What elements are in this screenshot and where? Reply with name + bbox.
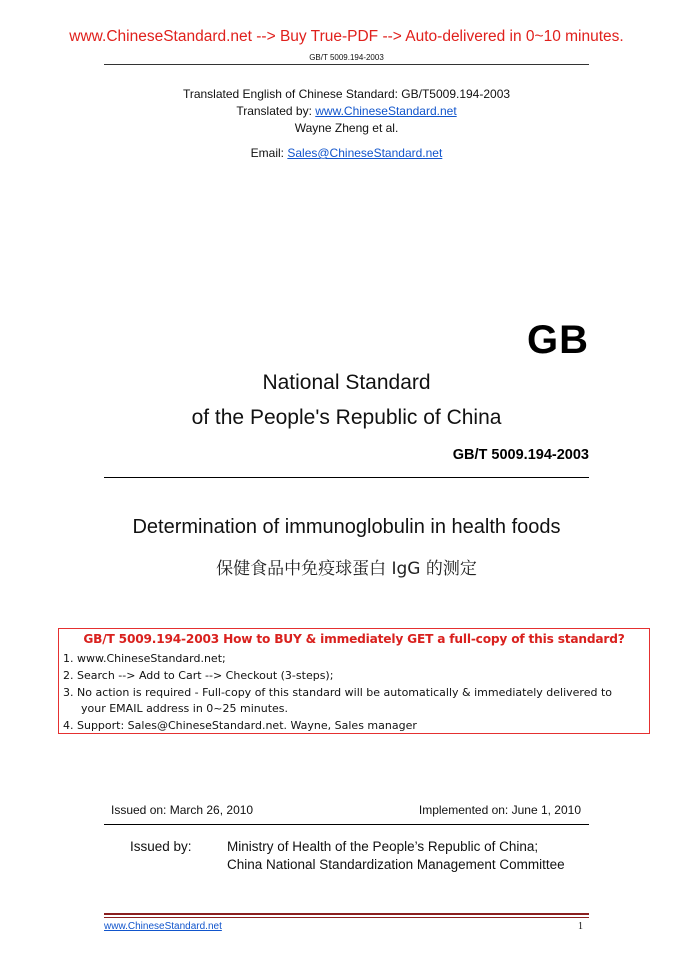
standard-code: GB/T 5009.194-2003 (452, 447, 589, 463)
promo-banner[interactable]: www.ChineseStandard.net --> Buy True-PDF --> Auto-delivered in 0~10 minutes. (69, 28, 624, 45)
page-number: 1 (578, 921, 583, 932)
gb-mark: GB (527, 318, 589, 362)
footer-site-link[interactable]: www.ChineseStandard.net (104, 921, 222, 932)
purchase-info-box (58, 628, 650, 734)
email-label: Email: (250, 146, 288, 160)
footer-rule (104, 913, 589, 915)
dates-divider (104, 824, 589, 825)
translator-site-link[interactable]: www.ChineseStandard.net (315, 104, 457, 118)
title-divider (104, 477, 589, 478)
translated-by-label: Translated by: (236, 104, 316, 118)
purchase-steps-list (63, 651, 612, 735)
issuer-ministry: Ministry of Health of the People’s Republic of China; (227, 839, 539, 854)
document-title-chinese: 保健食品中免疫球蛋白 IgG 的测定 (216, 559, 477, 579)
purchase-step: 4. Support: Sales@ChineseStandard.net. Wayne, Sales manager (63, 719, 417, 733)
purchase-step-continuation: your EMAIL address in 0~25 minutes. (81, 702, 289, 716)
issuer-committee: China National Standardization Management Committee (227, 857, 565, 872)
standard-title-line2: of the People's Republic of China (191, 406, 502, 429)
document-title: Determination of immunoglobulin in health foods (132, 516, 561, 538)
footer-rule-thin (104, 917, 589, 918)
purchase-step: 3. No action is required - Full-copy of this standard will be automatically & immediately delivered to (63, 685, 613, 699)
email-line (0, 145, 693, 162)
issued-by-label: Issued by: (130, 839, 192, 854)
purchase-box-title: GB/T 5009.194-2003 How to BUY & immediately GET a full-copy of this standard? (83, 632, 625, 646)
purchase-step: 2. Search --> Add to Cart --> Checkout (3-steps); (63, 668, 334, 682)
translator-name: Wayne Zheng et al. (294, 121, 399, 135)
issued-on-date: Issued on: March 26, 2010 (111, 803, 254, 817)
translated-by (0, 103, 693, 120)
implemented-on-date: Implemented on: June 1, 2010 (418, 803, 581, 817)
email-link[interactable]: Sales@ChineseStandard.net (287, 146, 443, 160)
purchase-step[interactable]: 1. www.ChineseStandard.net; (63, 652, 226, 665)
translation-line: Translated English of Chinese Standard: GB/T5009.194-2003 (182, 87, 511, 101)
header-divider (104, 64, 589, 65)
running-header: GB/T 5009.194-2003 (309, 53, 384, 62)
standard-title-line1: National Standard (262, 371, 431, 394)
